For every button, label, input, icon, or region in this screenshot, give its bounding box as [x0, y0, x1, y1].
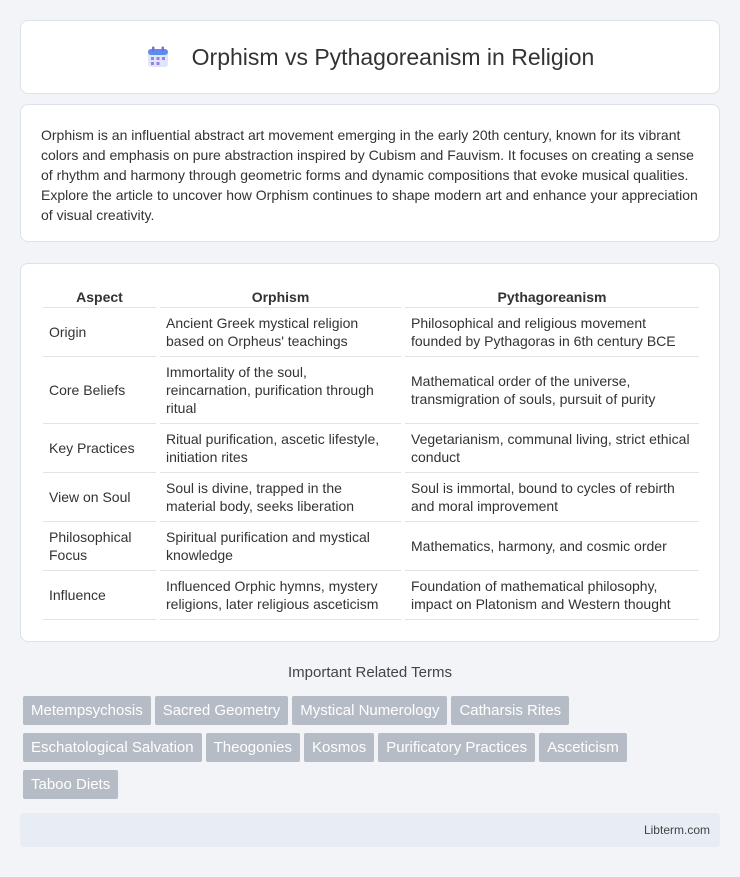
cell-pythagoreanism: Foundation of mathematical philosophy, impact on Platonism and Western thought	[403, 571, 699, 620]
cell-aspect: Core Beliefs	[43, 357, 158, 424]
cell-pythagoreanism: Soul is immortal, bound to cycles of rebirth and moral improvement	[403, 473, 699, 522]
cell-pythagoreanism: Philosophical and religious movement founded by Pythagoras in 6th century BCE	[403, 308, 699, 357]
intro-paragraph: Orphism is an influential abstract art movement emerging in the early 20th century, known for its vibrant colors and emphasis on pure abstraction inspired by Cubism and Fauvism. It focuses on creating a sense of rhythm and harmony through geometric forms and dynamic compositions that evoke musical qualities. Explore the article to uncover how Orphism continues to shape modern art and enhance your appreciation of visual creativity.	[41, 127, 698, 223]
intro-card	[20, 104, 720, 242]
cell-aspect: Key Practices	[43, 424, 158, 473]
comparison-card	[20, 263, 720, 642]
cell-pythagoreanism: Mathematical order of the universe, transmigration of souls, pursuit of purity	[403, 357, 699, 424]
table-row	[43, 357, 699, 424]
tag-eschatological-salvation[interactable]: Eschatological Salvation	[23, 733, 202, 762]
calendar-icon	[146, 45, 170, 69]
table-row	[43, 473, 699, 522]
table-row	[43, 424, 699, 473]
page-title: Orphism vs Pythagoreanism in Religion	[191, 43, 595, 70]
cell-aspect: Origin	[43, 308, 158, 357]
table-row	[43, 308, 699, 357]
cell-orphism: Immortality of the soul, reincarnation, purification through ritual	[158, 357, 403, 424]
tag-sacred-geometry[interactable]: Sacred Geometry	[155, 696, 289, 725]
comparison-table	[43, 284, 699, 620]
cell-aspect: Influence	[43, 571, 158, 620]
footer	[20, 813, 720, 847]
tag-theogonies[interactable]: Theogonies	[206, 733, 300, 762]
cell-aspect: Philosophical Focus	[43, 522, 158, 571]
header-pythagoreanism: Pythagoreanism	[403, 284, 699, 308]
title-card	[20, 20, 720, 94]
header-aspect: Aspect	[43, 284, 158, 308]
table-header-row	[43, 284, 699, 308]
cell-orphism: Ancient Greek mystical religion based on Orpheus' teachings	[158, 308, 403, 357]
cell-pythagoreanism: Mathematics, harmony, and cosmic order	[403, 522, 699, 571]
header-orphism: Orphism	[158, 284, 403, 308]
footer-site-link[interactable]: Libterm.com	[643, 823, 710, 837]
cell-orphism: Spiritual purification and mystical knowledge	[158, 522, 403, 571]
tag-asceticism[interactable]: Asceticism	[539, 733, 627, 762]
cell-aspect: View on Soul	[43, 473, 158, 522]
tag-metempsychosis[interactable]: Metempsychosis	[23, 696, 151, 725]
related-terms-heading: Important Related Terms	[288, 664, 452, 681]
cell-orphism: Influenced Orphic hymns, mystery religions, later religious asceticism	[158, 571, 403, 620]
tag-purificatory-practices[interactable]: Purificatory Practices	[378, 733, 535, 762]
tag-taboo-diets[interactable]: Taboo Diets	[23, 770, 118, 799]
tag-catharsis-rites[interactable]: Catharsis Rites	[451, 696, 569, 725]
tag-mystical-numerology[interactable]: Mystical Numerology	[292, 696, 447, 725]
related-terms-list	[23, 696, 723, 807]
table-row	[43, 522, 699, 571]
cell-orphism: Soul is divine, trapped in the material body, seeks liberation	[158, 473, 403, 522]
cell-orphism: Ritual purification, ascetic lifestyle, initiation rites	[158, 424, 403, 473]
table-row	[43, 571, 699, 620]
tag-kosmos[interactable]: Kosmos	[304, 733, 374, 762]
cell-pythagoreanism: Vegetarianism, communal living, strict ethical conduct	[403, 424, 699, 473]
